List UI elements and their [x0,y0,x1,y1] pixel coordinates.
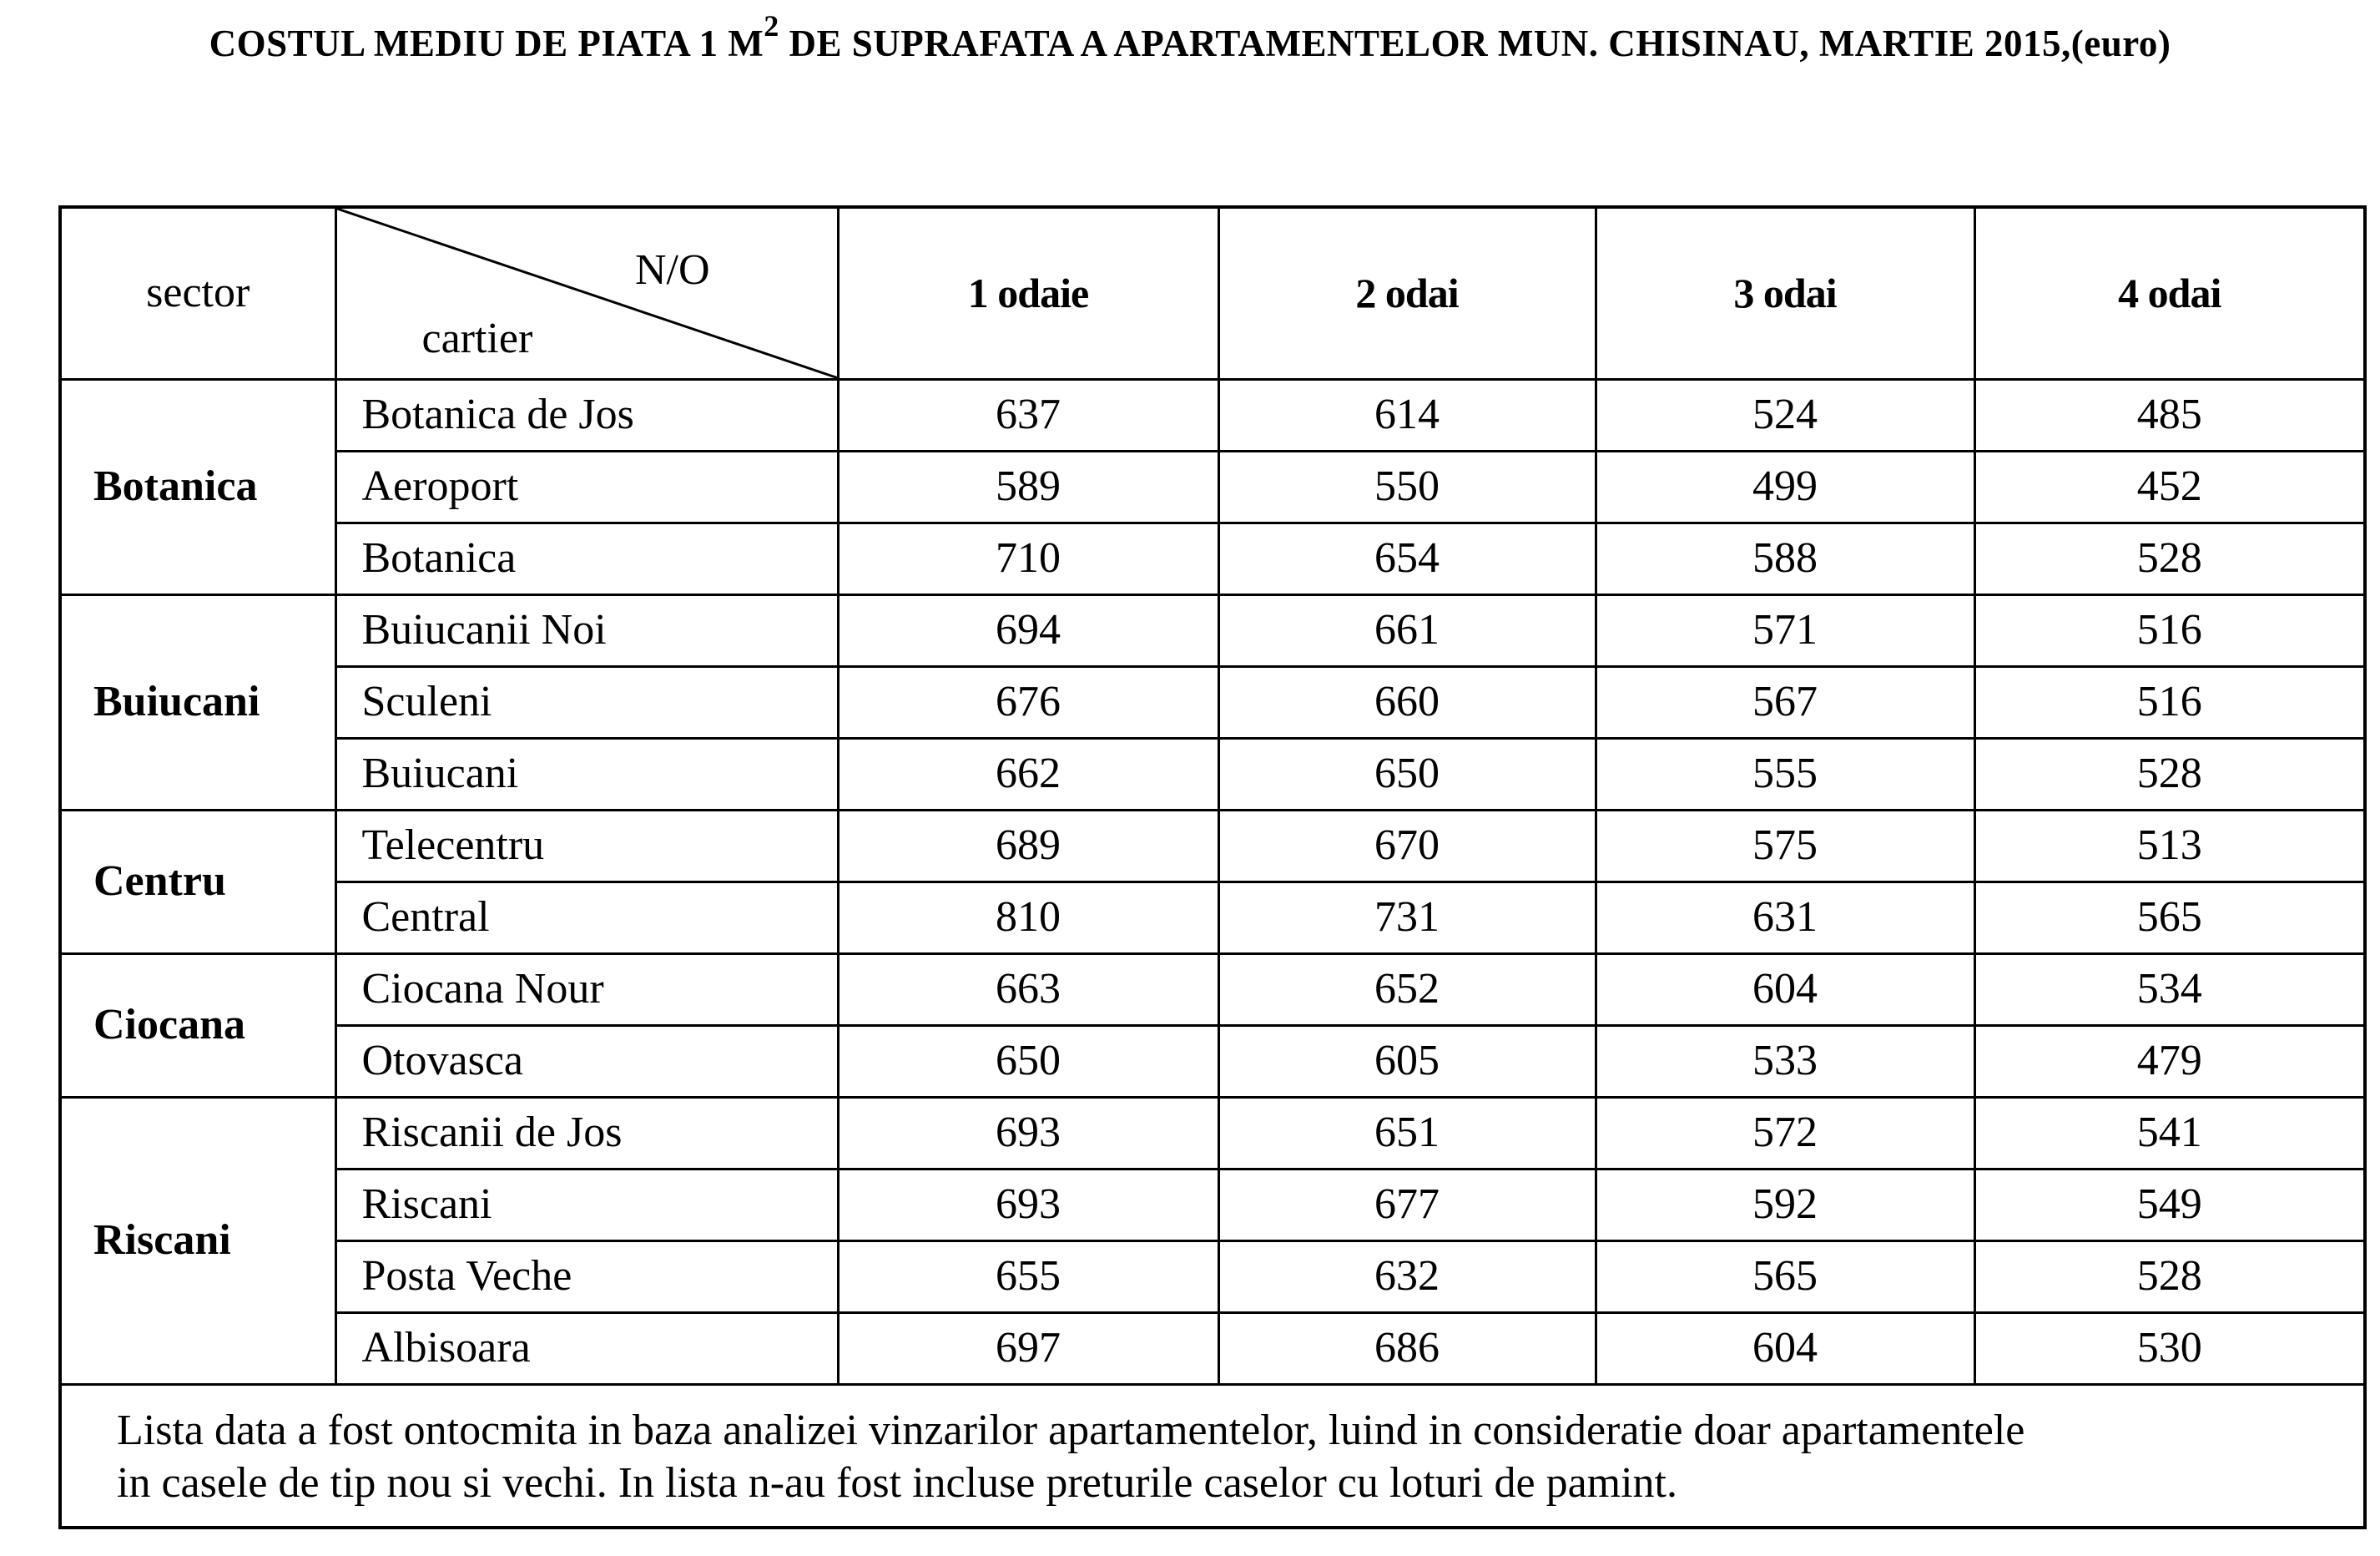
table-row [60,882,2365,953]
price-cell-2-room: 686 [1218,1312,1596,1384]
sector-name: Ciocana [60,953,335,1097]
price-table [58,205,2367,1529]
price-cell-2-room: 661 [1218,594,1596,666]
price-cell-4-room: 528 [1974,738,2365,810]
header-col-4: 4 odai [1974,207,2365,379]
cartier-name: Albisoara [335,1312,838,1384]
table-row [60,810,2365,882]
price-cell-3-room: 572 [1596,1097,1974,1169]
cartier-name: Botanica de Jos [335,379,838,451]
table-row [60,1025,2365,1097]
cartier-name: Ciocana Nour [335,953,838,1025]
price-cell-1-room: 637 [838,379,1218,451]
table-row [60,1169,2365,1240]
document-title [0,9,2380,65]
price-cell-4-room: 513 [1974,810,2365,882]
table-row [60,523,2365,594]
title-superscript: 2 [764,9,779,43]
cartier-name: Posta Veche [335,1240,838,1312]
cartier-name: Buiucani [335,738,838,810]
price-cell-3-room: 567 [1596,666,1974,738]
table-row [60,666,2365,738]
header-col-1: 1 odaie [838,207,1218,379]
table-row [60,379,2365,451]
price-cell-3-room: 604 [1596,1312,1974,1384]
title-text-part1: COSTUL MEDIU DE PIATA 1 M [209,23,764,64]
header-col-3: 3 odai [1596,207,1974,379]
header-no-label: N/O [634,246,710,294]
diagonal-line [337,209,837,378]
price-cell-2-room: 654 [1218,523,1596,594]
price-cell-1-room: 694 [838,594,1218,666]
cartier-name: Telecentru [335,810,838,882]
price-cell-3-room: 604 [1596,953,1974,1025]
sector-name: Buiucani [60,594,335,810]
table-row [60,953,2365,1025]
header-sector: sector [60,207,335,379]
price-cell-1-room: 693 [838,1097,1218,1169]
price-cell-3-room: 533 [1596,1025,1974,1097]
price-cell-4-room: 516 [1974,666,2365,738]
table-body [60,207,2365,1528]
price-cell-3-room: 571 [1596,594,1974,666]
price-cell-1-room: 689 [838,810,1218,882]
price-cell-3-room: 592 [1596,1169,1974,1240]
price-cell-3-room: 555 [1596,738,1974,810]
title-text-part2: DE SUPRAFATA A APARTAMENTELOR MUN. CHISINAU, MARTIE 2015,(euro) [779,23,2171,64]
cartier-name: Riscani [335,1169,838,1240]
sector-name: Centru [60,810,335,953]
price-cell-1-room: 663 [838,953,1218,1025]
price-cell-2-room: 651 [1218,1097,1596,1169]
price-cell-1-room: 810 [838,882,1218,953]
cartier-name: Otovasca [335,1025,838,1097]
price-cell-2-room: 660 [1218,666,1596,738]
header-col-2: 2 odai [1218,207,1596,379]
price-cell-1-room: 676 [838,666,1218,738]
price-cell-3-room: 575 [1596,810,1974,882]
price-cell-1-room: 650 [838,1025,1218,1097]
cartier-name: Aeroport [335,451,838,523]
price-cell-3-room: 565 [1596,1240,1974,1312]
price-cell-1-room: 710 [838,523,1218,594]
price-cell-4-room: 485 [1974,379,2365,451]
price-cell-1-room: 655 [838,1240,1218,1312]
price-cell-3-room: 499 [1596,451,1974,523]
price-cell-2-room: 677 [1218,1169,1596,1240]
price-cell-2-room: 670 [1218,810,1596,882]
note-line-1: Lista data a fost ontocmita in baza analizei vinzarilor apartamentelor, luind in consideratie doar apartamentele [117,1406,2025,1454]
price-cell-1-room: 589 [838,451,1218,523]
price-cell-4-room: 530 [1974,1312,2365,1384]
table-row [60,738,2365,810]
cartier-name: Central [335,882,838,953]
price-cell-2-room: 652 [1218,953,1596,1025]
price-cell-4-room: 452 [1974,451,2365,523]
note-row [60,1384,2365,1528]
price-cell-2-room: 605 [1218,1025,1596,1097]
price-cell-1-room: 662 [838,738,1218,810]
price-cell-4-room: 528 [1974,523,2365,594]
header-cartier-label: cartier [421,315,533,362]
header-diagonal-cell [335,207,838,379]
cartier-name: Buiucanii Noi [335,594,838,666]
table-row [60,1097,2365,1169]
sector-name: Riscani [60,1097,335,1384]
price-cell-4-room: 528 [1974,1240,2365,1312]
note-line-2: in casele de tip nou si vechi. In lista n-au fost incluse preturile caselor cu loturi de pamint. [117,1458,1677,1507]
price-cell-2-room: 632 [1218,1240,1596,1312]
table-row [60,451,2365,523]
price-cell-2-room: 614 [1218,379,1596,451]
price-cell-4-room: 541 [1974,1097,2365,1169]
price-cell-2-room: 731 [1218,882,1596,953]
cartier-name: Sculeni [335,666,838,738]
price-cell-3-room: 588 [1596,523,1974,594]
table-row [60,1312,2365,1384]
cartier-name: Riscanii de Jos [335,1097,838,1169]
price-cell-4-room: 549 [1974,1169,2365,1240]
price-cell-1-room: 697 [838,1312,1218,1384]
sector-name: Botanica [60,379,335,594]
table-row [60,594,2365,666]
header-row [60,207,2365,379]
price-cell-4-room: 516 [1974,594,2365,666]
price-cell-4-room: 479 [1974,1025,2365,1097]
table-row [60,1240,2365,1312]
price-cell-1-room: 693 [838,1169,1218,1240]
price-cell-3-room: 524 [1596,379,1974,451]
price-cell-4-room: 565 [1974,882,2365,953]
note-cell [60,1384,2365,1528]
price-cell-2-room: 650 [1218,738,1596,810]
price-cell-4-room: 534 [1974,953,2365,1025]
price-cell-2-room: 550 [1218,451,1596,523]
price-cell-3-room: 631 [1596,882,1974,953]
cartier-name: Botanica [335,523,838,594]
